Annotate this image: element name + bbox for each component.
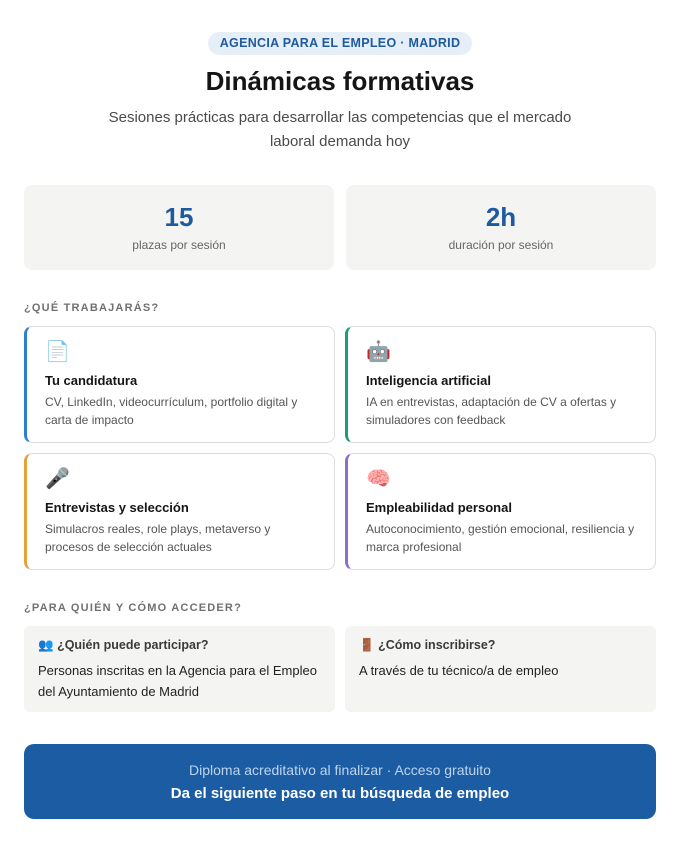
card-description: IA en entrevistas, adaptación de CV a ofertas y simuladores con feedback [366, 395, 617, 427]
stat-seats [24, 185, 334, 270]
brain-icon: 🧠 [366, 468, 391, 490]
info-text: Personas inscritas en la Agencia para el Empleo del Ayuntamiento de Madrid [38, 663, 317, 699]
cta-subtext: Diploma acreditativo al finalizar · Acceso gratuito [189, 762, 491, 778]
section-heading-topics: ¿QUÉ TRABAJARÁS? [24, 302, 160, 314]
people-icon: 👥 [38, 638, 54, 652]
topic-card-empleabilidad [345, 453, 656, 570]
card-title: Empleabilidad personal [366, 500, 512, 515]
card-title: Tu candidatura [45, 373, 138, 388]
topic-card-candidatura [24, 326, 335, 443]
section-heading-access: ¿PARA QUIÉN Y CÓMO ACCEDER? [24, 602, 242, 614]
info-box-who [24, 626, 335, 712]
info-box-how [345, 626, 656, 712]
card-title: Inteligencia artificial [366, 373, 491, 388]
card-description: Autoconocimiento, gestión emocional, resiliencia y marca profesional [366, 522, 635, 554]
card-description: CV, LinkedIn, videocurrículum, portfolio digital y carta de impacto [45, 395, 298, 427]
topic-card-entrevistas [24, 453, 335, 570]
topic-card-ia [345, 326, 656, 443]
stat-value: 15 [164, 202, 194, 232]
stat-duration [346, 185, 656, 270]
document-icon: 📄 [45, 341, 70, 363]
cta-headline: Da el siguiente paso en tu búsqueda de empleo [170, 785, 510, 802]
info-title-text: ¿Cómo inscribirse? [378, 638, 496, 652]
stat-label: plazas por sesión [132, 238, 226, 252]
info-text: A través de tu técnico/a de empleo [359, 663, 559, 678]
stat-label: duración por sesión [448, 238, 554, 252]
microphone-icon: 🎤 [45, 468, 70, 490]
cta-banner [24, 744, 656, 819]
page-title: Dinámicas formativas [205, 66, 475, 96]
info-title [359, 637, 642, 653]
door-icon: 🚪 [359, 638, 375, 652]
agency-badge: AGENCIA PARA EL EMPLEO · MADRID [208, 32, 473, 55]
card-title: Entrevistas y selección [45, 500, 189, 515]
robot-icon: 🤖 [366, 341, 391, 363]
stat-value: 2h [485, 202, 517, 232]
info-title-text: ¿Quién puede participar? [57, 638, 209, 652]
card-description: Simulacros reales, role plays, metaverso y procesos de selección actuales [45, 522, 271, 554]
page-subtitle: Sesiones prácticas para desarrollar las competencias que el mercado laboral demanda hoy [108, 109, 572, 150]
info-title [38, 637, 321, 653]
